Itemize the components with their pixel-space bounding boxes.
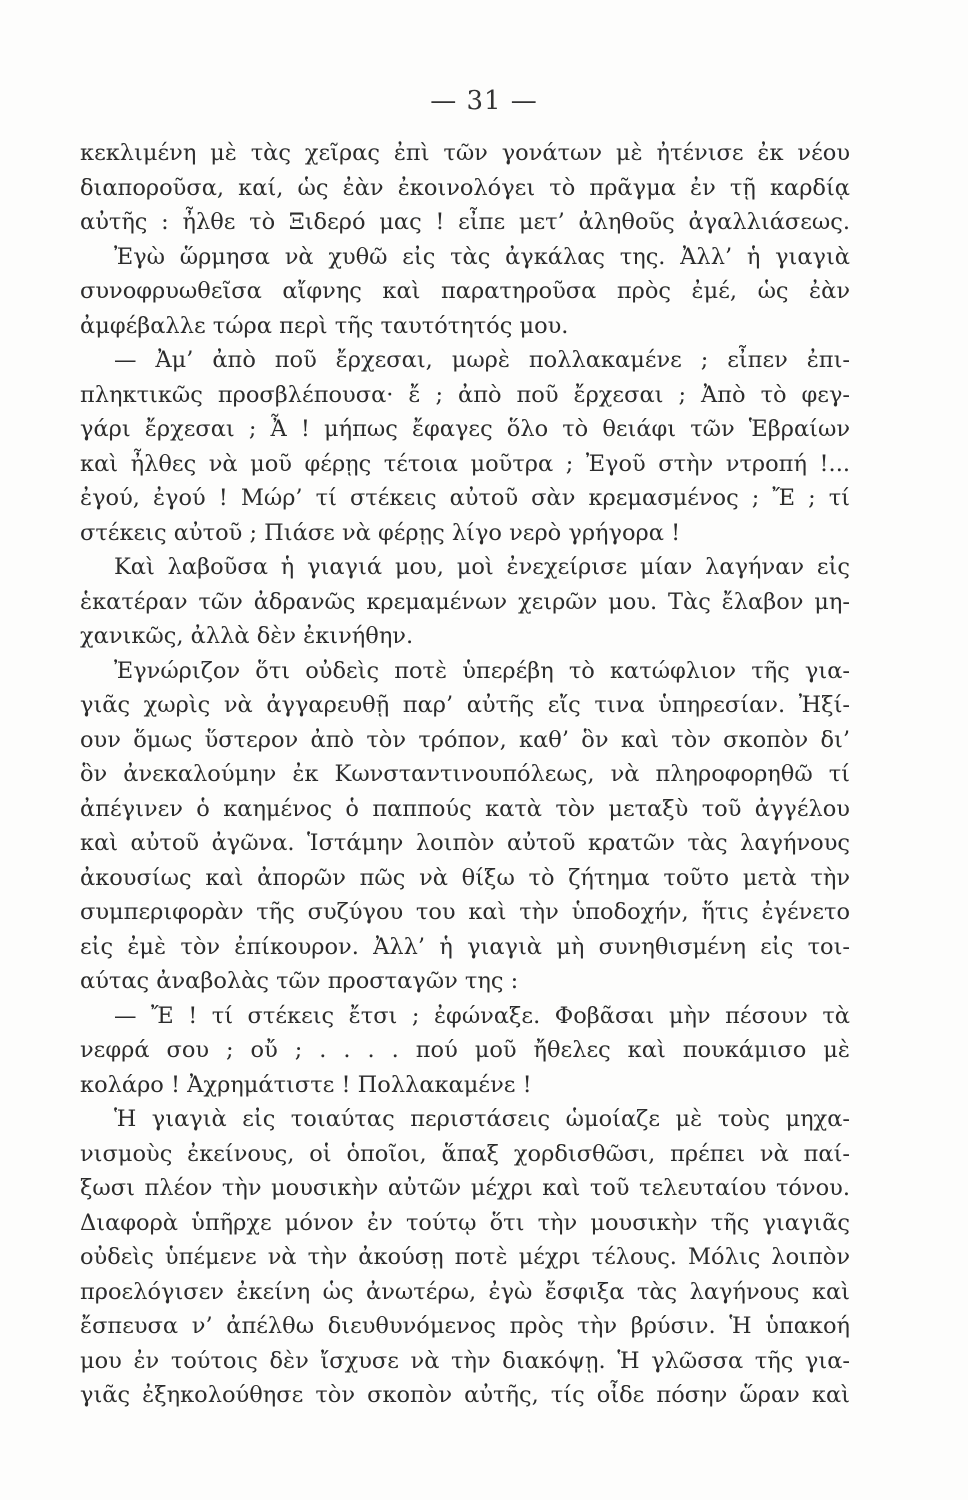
body-text (80, 136, 850, 1413)
text-line: προελόγισεν ἐκείνη ὡς ἀνωτέρω, ἐγὼ ἔσφιξα τὰς λαγήνους καὶ (80, 1278, 850, 1305)
text-line: κολάρο ! Ἀχρημάτιστε ! Πολλακαμένε ! (80, 1071, 532, 1098)
text-line: καὶ ἦλθες νὰ μοῦ φέρῃς τέτοια μοῦτρα ; Ἐγοῦ στὴν ντροπή !... (80, 450, 850, 477)
text-line: νεφρά σου ; οὔ ; . . . . πού μοῦ ἤθελες καὶ πουκάμισο μὲ (80, 1037, 850, 1063)
text-line: ἑκατέραν τῶν ἀδρανῶς κρεμαμένων χειρῶν μου. Τὰς ἔλαβον μη- (80, 588, 850, 615)
text-line: — Ἀμ’ ἀπὸ ποῦ ἔρχεσαι, μωρὲ πολλακαμένε ; εἶπεν ἐπι- (114, 347, 850, 373)
text-line: διαπορoῦσα, καί, ὡς ἐὰν ἐκοινολόγει τὸ πρᾶγμα ἐν τῇ καρδίᾳ (80, 174, 850, 201)
text-line: ξωσι πλέον τὴν μουσικὴν αὐτῶν μέχρι καὶ τοῦ τελευταίου τόνου. (80, 1175, 850, 1201)
text-line: Ἐγὼ ὥρμησα νὰ χυθῶ εἰς τὰς ἀγκάλας της. Ἀλλ’ ἡ γιαγιὰ (114, 243, 850, 270)
text-line: ἀπέγινεν ὁ καημένος ὁ παππούς κατὰ τὸν μεταξὺ τοῦ ἀγγέλου (80, 795, 850, 822)
text-line: Ἐγνώριζον ὅτι οὐδεὶς ποτὲ ὑπερέβη τὸ κατώφλιον τῆς για- (114, 657, 850, 684)
text-line: Διαφορὰ ὑπῆρχε μόνον ἐν τούτῳ ὅτι τὴν μουσικὴν τῆς γιαγιᾶς (80, 1209, 850, 1236)
text-line: συμπεριφορὰν τῆς συζύγου του καὶ τὴν ὑποδοχήν, ἥτις ἐγένετο (80, 899, 850, 925)
page-number: — 31 — (430, 86, 538, 116)
text-line: πληκτικῶς προσβλέπουσα· ἔ ; ἀπὸ ποῦ ἔρχεσαι ; Ἀπὸ τὸ φεγ- (80, 381, 850, 408)
text-line: συνοφρυωθεῖσα αἴφνης καὶ παρατηροῦσα πρὸς ἐμέ, ὡς ἐὰν (80, 278, 850, 304)
text-line: ἀκουσίως καὶ ἀπορῶν πῶς νὰ θίξω τὸ ζήτημα τοῦτο μετὰ τὴν (80, 864, 850, 891)
text-line: γιᾶς ἐξηκολούθησε τὸν σκοπὸν αὐτῆς, τίς οἶδε πόσην ὥραν καὶ (80, 1382, 850, 1408)
text-line: ἔσπευσα ν’ ἀπέλθω διευθυνόμενος πρὸς τὴν βρύσιν. Ἡ ὑπακοή (80, 1313, 850, 1339)
text-line: γάρι ἔρχεσαι ; Ἆ ! μήπως ἔφαγες ὅλο τὸ θειάφι τῶν Ἑβραίων (80, 416, 850, 442)
text-line: αὐτῆς : ἦλθε τὸ Ξιδερό μας ! εἶπε μετ’ ἀληθοῦς ἀγαλλιάσεως. (80, 209, 850, 235)
text-line: καὶ αὐτοῦ ἀγῶνα. Ἱστάμην λοιπὸν αὐτοῦ κρατῶν τὰς λαγήνους (80, 830, 850, 856)
text-line: αύτας ἀναβολὰς τῶν προσταγῶν της : (80, 968, 519, 994)
text-line: νισμοὺς ἐκείνους, οἱ ὁποῖοι, ἅπαξ χορδισθῶσι, πρέπει νὰ παί- (80, 1140, 850, 1167)
text-line: εἰς ἐμὲ τὸν ἐπίκουρον. Ἀλλ’ ἡ γιαγιὰ μὴ συνηθισμένη εἰς τοι- (80, 933, 850, 960)
text-line: γιᾶς χωρὶς νὰ ἀγγαρευθῇ παρ’ αὐτῆς εἴς τινα ὑπηρεσίαν. Ἠξί- (80, 692, 850, 718)
text-line: Ἡ γιαγιὰ εἰς τοιαύτας περιστάσεις ὡμοίαζε μὲ τοὺς μηχα- (114, 1106, 850, 1132)
text-line: ἀμφέβαλλε τώρα περὶ τῆς ταυτότητός μου. (80, 312, 569, 339)
text-line: χανικῶς, ἀλλὰ δὲν ἐκινήθην. (80, 623, 414, 649)
text-line: ουν ὅμως ὕστερον ἀπὸ τὸν τρόπον, καθ’ ὃν καὶ τὸν σκοπὸν δι’ (80, 726, 850, 753)
text-line: — Ἔ ! τί στέκεις ἔτσι ; ἐφώναξε. Φοβᾶσαι μὴν πέσουν τὰ (114, 1002, 850, 1029)
text-line: μου ἐν τούτοις δὲν ἴσχυσε νὰ τὴν διακόψῃ. Ἡ γλῶσσα τῆς για- (80, 1347, 850, 1374)
text-line: ἐγού, ἐγού ! Μώρ’ τί στέκεις αὐτοῦ σὰν κρεμασμένος ; Ἔ ; τί (80, 485, 850, 511)
text-line: ὃν ἀνεκαλούμην ἐκ Κωνσταντινουπόλεως, νὰ πληροφορηθῶ τί (80, 761, 850, 787)
text-line: Καὶ λαβοῦσα ἡ γιαγιά μου, μοὶ ἐνεχείρισε μίαν λαγήναν εἰς (114, 554, 850, 580)
text-line: στέκεις αὐτοῦ ; Πιάσε νὰ φέρῃς λίγο νερὸ γρήγορα ! (80, 519, 681, 546)
text-line: κεκλιμένη μὲ τὰς χεῖρας ἐπὶ τῶν γονάτων μὲ ἠτένισε ἐκ νέου (80, 140, 850, 166)
text-line: οὐδεὶς ὑπέμενε νὰ τὴν ἀκούσῃ ποτὲ μέχρι τέλους. Μόλις λοιπὸν (80, 1244, 850, 1270)
